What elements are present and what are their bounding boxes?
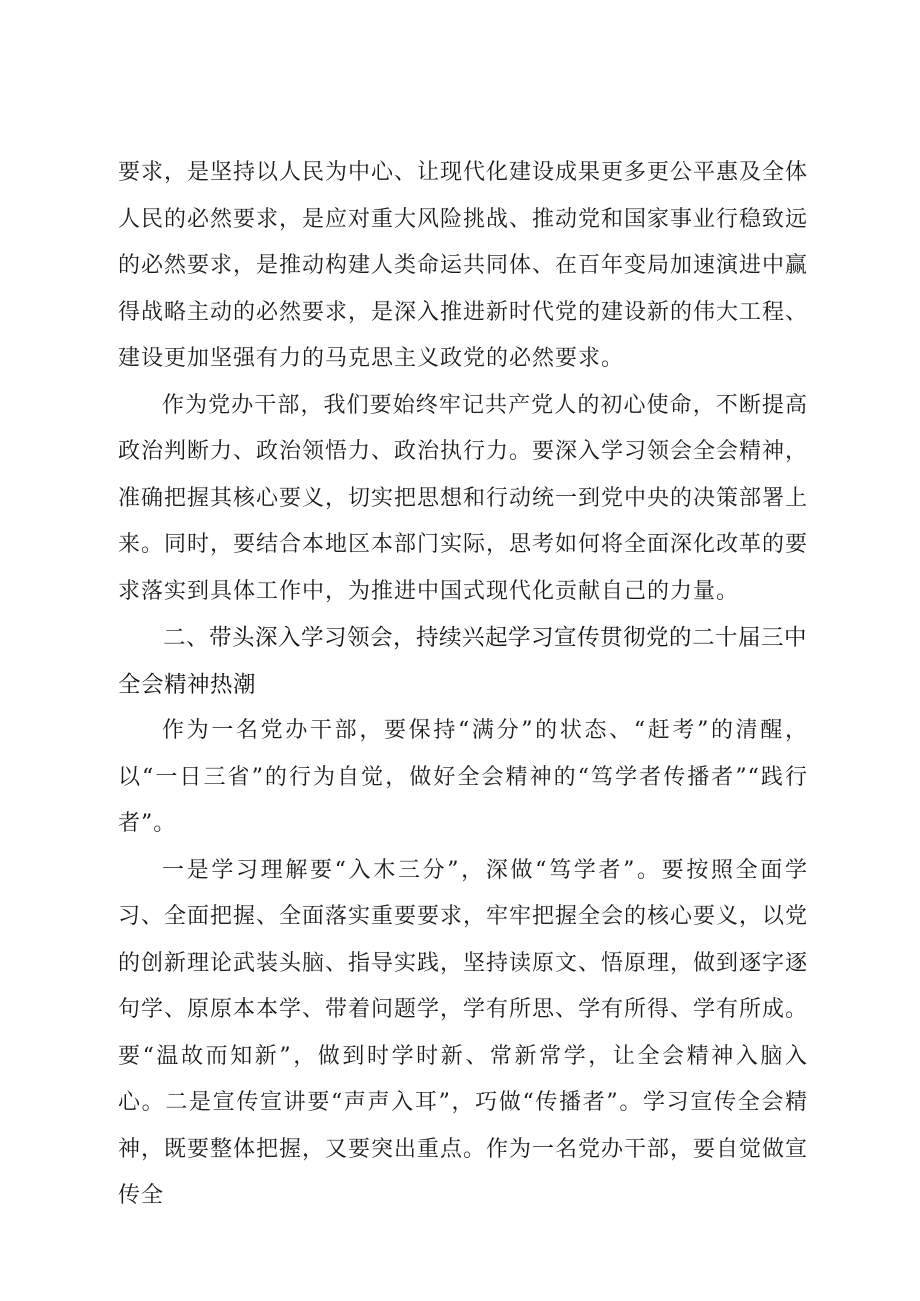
section-heading-2: 二、带头深入学习领会，持续兴起学习宣传贯彻党的二十届三中全会精神热潮 xyxy=(118,625,808,698)
body-paragraph-3: 作为一名党办干部，要保持“满分”的状态、“赶考”的清醒，以“一日三省”的行为自觉，做好全会精神的“笃学者传播者”“践行者”。 xyxy=(118,718,808,836)
body-paragraph-1: 要求，是坚持以人民为中心、让现代化建设成果更多更公平惠及全体人民的必然要求，是应对重大风险挑战、推动党和国家事业行稳致远的必然要求，是推动构建人类命运共同体、在百年变局加速演进中赢得战略主动的必然要求，是深入推进新时代党的建设新的伟大工程、建设更加坚强有力的马克思主义政党的必然要求。 xyxy=(118,160,809,371)
body-paragraph-2: 作为党办干部，我们要始终牢记共产党人的初心使命，不断提高政治判断力、政治领悟力、政治执行力。要深入学习领会全会精神，准确把握其核心要义，切实把思想和行动统一到党中央的决策部署上来。同时，要结合本地区本部门实际，思考如何将全面深化改革的要求落实到具体工作中，为推进中国式现代化贡献自己的力量。 xyxy=(118,392,809,604)
body-paragraph-4: 一是学习理解要“入木三分”，深做“笃学者”。要按照全面学习、全面把握、全面落实重要要求，牢牢把握全会的核心要义，以党的创新理论武装头脑、指导实践，坚持读原文、悟原理，做到逐字逐句学、原原本本学、带着问题学，学有所思、学有所得、学有所成。要“温故而知新”，做到时学时新、常新常学，让全会精神入脑入心。二是宣传宣讲要“声声入耳”，巧做“传播者”。学习宣传全会精神，既要整体把握，又要突出重点。作为一名党办干部，要自觉做宣传全 xyxy=(118,857,809,1208)
document-body xyxy=(118,150,808,1220)
